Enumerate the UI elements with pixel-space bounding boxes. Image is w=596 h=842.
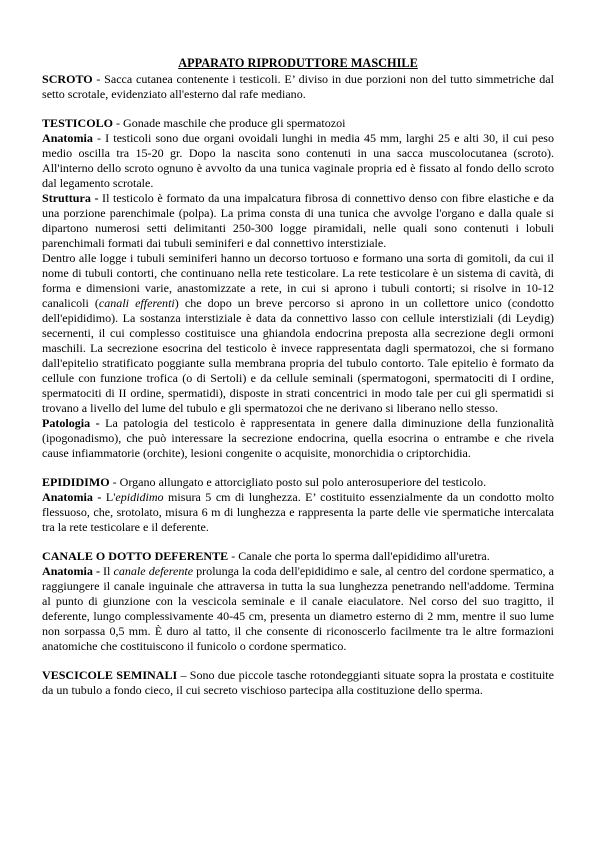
label-struttura: Struttura - bbox=[42, 191, 99, 205]
testicolo-struttura-continued bbox=[42, 251, 554, 416]
struttura2-part-a: Dentro alle logge i tubuli seminiferi hanno un decorso tortuoso e formano una sorta di gomitoli, da cui il nome di tubuli contorti, che continuano nella rete testicolare. La rete testicolare è un sistema di cavità, di forma e dimensioni varie, anastomizzate a rete, in cui si aprono i tubuli contorti; si risolve in 10-12 canalicoli ( bbox=[42, 251, 554, 310]
testicolo-anatomia bbox=[42, 131, 554, 191]
spacer bbox=[42, 535, 554, 549]
testicolo-struttura-text: Il testicolo è formato da una impalcatura fibrosa di connettivo denso con fibre elastiche e da una porzione parenchimale (polpa). La prima consta di una tunica che avvolge l'organo e dalla quale si dipartono numerosi setti delimitanti 250-300 logge piramidali, nelle quali sono contenuti i lobuli parenchimali formati dai tubuli seminiferi e dal connettivo interstiziale. bbox=[42, 191, 554, 250]
deferente-anatomia bbox=[42, 564, 554, 654]
deferente-emphasis: canale deferente bbox=[113, 564, 194, 578]
epididimo-anatomia-text: misura 5 cm di lunghezza. E’ costituito essenzialmente da un condotto molto flessuoso, che, srotolato, misura 6 m di lunghezza e rappresenta la parte delle vie spermatiche intercalata tra la rete testicolare e il deferente. bbox=[42, 490, 554, 534]
epididimo-anatomia-pre: L' bbox=[101, 490, 116, 504]
section-vescicole bbox=[42, 668, 554, 698]
epididimo-anatomia bbox=[42, 490, 554, 535]
scroto-text: - Sacca cutanea contenente i testicoli. E’ diviso in due porzioni non del tutto simmetriche dal setto scrotale, evidenziato all'esterno dal rafe mediano. bbox=[42, 72, 554, 101]
heading-vescicole: VESCICOLE SEMINALI bbox=[42, 668, 178, 682]
heading-deferente: CANALE O DOTTO DEFERENTE bbox=[42, 549, 229, 563]
spacer bbox=[42, 654, 554, 668]
epididimo-emphasis: epididimo bbox=[115, 490, 164, 504]
spacer bbox=[42, 461, 554, 475]
heading-epididimo: EPIDIDIMO bbox=[42, 475, 110, 489]
testicolo-intro: - Gonade maschile che produce gli spermatozoi bbox=[112, 116, 346, 130]
epididimo-intro: - Organo allungato e attorcigliato posto sul polo anterosuperiore del testicolo. bbox=[109, 475, 487, 489]
deferente-anatomia-text: prolunga la coda dell'epididimo e sale, al centro del cordone spermatico, a raggiungere il canale inguinale che attraversa in tutta la sua lunghezza penetrando nell'addome. Termina al punto di giunzione con la vescicola seminale e il canale eiaculatore. Nel corso del suo tragitto, il deferente, lungo complessivamente 40-45 cm, presenta un diametro esterno di 2 mm, mentre il suo lume non sorpassa 0,5 mm. È duro al tatto, il che consente di riconoscerlo facilmente tra le altre formazioni anatomiche che costituiscono il funicolo o cordone spermatico. bbox=[42, 564, 554, 653]
testicolo-patologia-text: La patologia del testicolo è rappresentata in genere dalla diminuzione della funzionalità (ipogonadismo), che può interessare la secrezione endocrina, quella esocrina o entrambe e che rivela cause infiammatorie (orchite), lesioni congenite o acquisite, monorchidia o criptorchidia. bbox=[42, 416, 554, 460]
section-epididimo bbox=[42, 475, 554, 490]
testicolo-patologia bbox=[42, 416, 554, 461]
label-anatomia: Anatomia bbox=[42, 131, 93, 145]
label-anatomia: Anatomia - bbox=[42, 490, 102, 504]
label-patologia: Patologia - bbox=[42, 416, 100, 430]
section-scroto bbox=[42, 72, 554, 102]
document-page bbox=[42, 56, 554, 698]
struttura2-part-b: ) che dopo un breve percorso si aprono in un collettore unico (condotto dell'epididimo). La sostanza interstiziale è data da connettivo lasso con cellule interstiziali (di Leydig) secernenti, il cui complesso costituisce una ghiandola endocrina preposta alla secrezione degli ormoni maschili. La secrezione esocrina del testicolo è invece rappresentata dagli spermatozoi, che si formano dall'epitelio stratificato poggiante sulla membrana propria del tubulo contorto. Tale epitelio è formato da cellule con funzione trofica (o di Sertoli) e da cellule seminali (spermatogoni, spermatociti di I ordine, spermatociti di II ordine, spermatidi), disposte in strati concentrici in modo tale per cui gli spermatidi si trovano a livello del lume del tubulo e gli spermatozoi che ne derivano si liberano nello stesso. bbox=[42, 296, 554, 415]
document-title: APPARATO RIPRODUTTORE MASCHILE bbox=[178, 56, 418, 70]
heading-testicolo: TESTICOLO bbox=[42, 116, 113, 130]
testicolo-anatomia-text: - I testicoli sono due organi ovoidali lunghi in media 45 mm, larghi 25 e alti 30, il cui peso medio oscilla tra 15-20 gr. Dopo la nascita sono contenuti in una sacca muscolocutanea (scroto). All'interno dello scroto ognuno è avvolto da una tunica vaginale propria ed è fissato al fondo dello scroto dal legamento scrotale. bbox=[42, 131, 554, 190]
vescicole-text: – Sono due piccole tasche rotondeggianti situate sopra la prostata e costituite da un tubulo a fondo cieco, il cui secreto vischioso partecipa alla costituzione dello sperma. bbox=[42, 668, 554, 697]
section-deferente bbox=[42, 549, 554, 564]
spacer bbox=[42, 102, 554, 116]
testicolo-struttura bbox=[42, 191, 554, 251]
heading-scroto: SCROTO bbox=[42, 72, 93, 86]
struttura2-emphasis: canali efferenti bbox=[98, 296, 175, 310]
label-anatomia: Anatomia - bbox=[42, 564, 100, 578]
deferente-intro: - Canale che porta lo sperma dall'epididimo all'uretra. bbox=[228, 549, 490, 563]
section-testicolo bbox=[42, 116, 554, 131]
deferente-anatomia-pre: Il bbox=[99, 564, 114, 578]
